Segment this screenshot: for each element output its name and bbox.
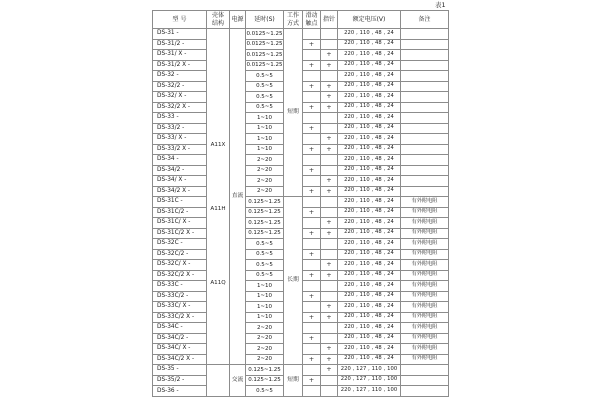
delay-cell: 2~20 [246, 155, 284, 166]
voltage-cell: 220 , 110 , 48 , 24 [338, 270, 401, 281]
pointer-cell [321, 375, 338, 386]
model-cell: DS-31C/2 - [153, 207, 207, 218]
model-cell: DS-34C/2 X - [153, 354, 207, 365]
voltage-cell: 220 , 110 , 48 , 24 [338, 92, 401, 103]
voltage-cell: 220 , 110 , 48 , 24 [338, 239, 401, 250]
model-cell: DS-32/ X - [153, 92, 207, 103]
header-remark [401, 11, 449, 29]
pointer-cell [321, 291, 338, 302]
pointer-cell: + [321, 92, 338, 103]
table-row [153, 365, 449, 376]
model-cell: DS-33C/ X - [153, 302, 207, 313]
delay-cell: 0.125~1.25 [246, 365, 284, 376]
slide-contact-cell: + [303, 333, 321, 344]
voltage-cell: 220 , 127 , 110 , 100 [338, 386, 401, 397]
voltage-cell: 220 , 110 , 48 , 24 [338, 144, 401, 155]
pointer-cell: + [321, 354, 338, 365]
voltage-cell: 220 , 110 , 48 , 24 [338, 113, 401, 124]
header-case-line: 结构 [211, 19, 224, 27]
remark-cell [401, 39, 449, 50]
model-cell: DS-32C/2 X - [153, 270, 207, 281]
delay-cell: 2~20 [246, 323, 284, 334]
pointer-cell [321, 29, 338, 40]
pointer-cell: + [321, 218, 338, 229]
remark-cell [401, 123, 449, 134]
model-cell: DS-32C/ X - [153, 260, 207, 271]
remark-cell: 有外附电阻 [401, 207, 449, 218]
slide-contact-cell: + [303, 312, 321, 323]
remark-cell: 有外附电阻 [401, 218, 449, 229]
header-case-line: 壳体 [211, 12, 224, 20]
pointer-cell [321, 239, 338, 250]
delay-cell: 0.125~1.25 [246, 197, 284, 208]
slide-contact-cell: + [303, 123, 321, 134]
remark-cell [401, 102, 449, 113]
header-delay-line: 延时(S) [254, 15, 275, 23]
voltage-cell: 220 , 110 , 48 , 24 [338, 249, 401, 260]
pointer-cell [321, 386, 338, 397]
delay-cell: 0.5~5 [246, 386, 284, 397]
pointer-cell [321, 249, 338, 260]
delay-cell: 0.5~5 [246, 81, 284, 92]
work-mode-cell: 长期 [284, 197, 303, 365]
delay-cell: 1~10 [246, 281, 284, 292]
remark-cell: 有外附电阻 [401, 228, 449, 239]
remark-cell [401, 50, 449, 61]
remark-cell: 有外附电阻 [401, 281, 449, 292]
voltage-cell: 220 , 110 , 48 , 24 [338, 81, 401, 92]
slide-contact-cell [303, 365, 321, 376]
remark-cell: 有外附电阻 [401, 239, 449, 250]
slide-contact-cell [303, 344, 321, 355]
model-cell: DS-33C/2 - [153, 291, 207, 302]
pointer-cell: + [321, 144, 338, 155]
voltage-cell: 220 , 110 , 48 , 24 [338, 155, 401, 166]
pointer-cell: + [321, 228, 338, 239]
remark-cell [401, 375, 449, 386]
delay-cell: 1~10 [246, 302, 284, 313]
pointer-cell [321, 113, 338, 124]
model-cell: DS-34/ X - [153, 176, 207, 187]
remark-cell [401, 81, 449, 92]
model-cell: DS-31C/2 X - [153, 228, 207, 239]
voltage-cell: 220 , 110 , 48 , 24 [338, 344, 401, 355]
model-cell: DS-32C/2 - [153, 249, 207, 260]
voltage-cell: 220 , 110 , 48 , 24 [338, 207, 401, 218]
header-voltage [338, 11, 401, 29]
model-cell: DS-34/2 - [153, 165, 207, 176]
delay-cell: 1~10 [246, 123, 284, 134]
header-row [153, 11, 449, 29]
delay-cell: 0.5~5 [246, 270, 284, 281]
slide-contact-cell: + [303, 207, 321, 218]
slide-contact-cell [303, 218, 321, 229]
slide-contact-cell [303, 50, 321, 61]
spec-table-header [153, 11, 449, 29]
slide-contact-cell [303, 176, 321, 187]
delay-cell: 2~20 [246, 354, 284, 365]
header-model [153, 11, 207, 29]
delay-cell: 1~10 [246, 291, 284, 302]
remark-cell [401, 60, 449, 71]
remark-cell: 有外附电阻 [401, 312, 449, 323]
remark-cell [401, 71, 449, 82]
model-cell: DS-32/2 - [153, 81, 207, 92]
slide-contact-cell [303, 113, 321, 124]
voltage-cell: 220 , 110 , 48 , 24 [338, 291, 401, 302]
pointer-cell: + [321, 312, 338, 323]
slide-contact-cell: + [303, 249, 321, 260]
pointer-cell: + [321, 134, 338, 145]
delay-cell: 0.0125~1.25 [246, 50, 284, 61]
header-remark-line: 备注 [418, 15, 431, 23]
voltage-cell: 220 , 110 , 48 , 24 [338, 218, 401, 229]
model-cell: DS-36 - [153, 386, 207, 397]
remark-cell [401, 165, 449, 176]
pointer-cell: + [321, 270, 338, 281]
voltage-cell: 220 , 110 , 48 , 24 [338, 29, 401, 40]
slide-contact-cell [303, 155, 321, 166]
header-slide [303, 11, 321, 29]
pointer-cell [321, 197, 338, 208]
slide-contact-cell: + [303, 291, 321, 302]
table-row [153, 197, 449, 208]
model-cell: DS-34 - [153, 155, 207, 166]
delay-cell: 2~20 [246, 344, 284, 355]
header-pointer-line: 指针 [322, 15, 335, 23]
remark-cell [401, 144, 449, 155]
remark-cell: 有外附电阻 [401, 323, 449, 334]
voltage-cell: 220 , 127 , 110 , 100 [338, 365, 401, 376]
pointer-cell [321, 123, 338, 134]
slide-contact-cell: + [303, 270, 321, 281]
slide-contact-cell [303, 134, 321, 145]
header-case [207, 11, 230, 29]
model-cell: DS-33 - [153, 113, 207, 124]
voltage-cell: 220 , 110 , 48 , 24 [338, 312, 401, 323]
pointer-cell: + [321, 81, 338, 92]
voltage-cell: 220 , 110 , 48 , 24 [338, 176, 401, 187]
delay-cell: 0.5~5 [246, 71, 284, 82]
model-cell: DS-31C/ X - [153, 218, 207, 229]
model-cell: DS-31C - [153, 197, 207, 208]
slide-contact-cell: + [303, 144, 321, 155]
remark-cell [401, 186, 449, 197]
voltage-cell: 220 , 110 , 48 , 24 [338, 228, 401, 239]
remark-cell [401, 386, 449, 397]
power-cell: 直流 [230, 29, 246, 365]
remark-cell [401, 365, 449, 376]
pointer-cell [321, 71, 338, 82]
remark-cell [401, 155, 449, 166]
pointer-cell: + [321, 344, 338, 355]
delay-cell: 0.125~1.25 [246, 375, 284, 386]
work-mode-cell: 短期 [284, 365, 303, 397]
delay-cell: 0.5~5 [246, 239, 284, 250]
remark-cell [401, 176, 449, 187]
case-structure-cell [207, 29, 230, 365]
model-cell: DS-31 - [153, 29, 207, 40]
delay-cell: 0.125~1.25 [246, 207, 284, 218]
header-voltage-line: 额定电压(V) [352, 15, 386, 23]
pointer-cell [321, 165, 338, 176]
delay-cell: 2~20 [246, 186, 284, 197]
voltage-cell: 220 , 127 , 110 , 100 [338, 375, 401, 386]
slide-contact-cell [303, 386, 321, 397]
voltage-cell: 220 , 110 , 48 , 24 [338, 165, 401, 176]
remark-cell: 有外附电阻 [401, 354, 449, 365]
voltage-cell: 220 , 110 , 48 , 24 [338, 39, 401, 50]
voltage-cell: 220 , 110 , 48 , 24 [338, 123, 401, 134]
slide-contact-cell [303, 92, 321, 103]
voltage-cell: 220 , 110 , 48 , 24 [338, 71, 401, 82]
remark-cell: 有外附电阻 [401, 333, 449, 344]
model-cell: DS-33/ X - [153, 134, 207, 145]
model-cell: DS-31/ X - [153, 50, 207, 61]
header-pointer [321, 11, 338, 29]
slide-contact-cell: + [303, 165, 321, 176]
model-cell: DS-33/2 - [153, 123, 207, 134]
header-mode [284, 11, 303, 29]
voltage-cell: 220 , 110 , 48 , 24 [338, 354, 401, 365]
delay-cell: 2~20 [246, 176, 284, 187]
power-cell: 交流 [230, 365, 246, 397]
header-mode-line: 方式 [286, 19, 299, 27]
slide-contact-cell [303, 29, 321, 40]
voltage-cell: 220 , 110 , 48 , 24 [338, 323, 401, 334]
pointer-cell [321, 333, 338, 344]
slide-contact-cell: + [303, 102, 321, 113]
model-cell: DS-32/2 X - [153, 102, 207, 113]
voltage-cell: 220 , 110 , 48 , 24 [338, 50, 401, 61]
remark-cell [401, 29, 449, 40]
delay-cell: 0.0125~1.25 [246, 29, 284, 40]
case-structure-label: A11Q [210, 279, 226, 286]
header-model-line: 型 号 [172, 15, 187, 23]
voltage-cell: 220 , 110 , 48 , 24 [338, 281, 401, 292]
pointer-cell [321, 155, 338, 166]
remark-cell: 有外附电阻 [401, 270, 449, 281]
voltage-cell: 220 , 110 , 48 , 24 [338, 134, 401, 145]
table-number: 表1 [435, 1, 446, 9]
pointer-cell [321, 39, 338, 50]
pointer-cell: + [321, 302, 338, 313]
remark-cell: 有外附电阻 [401, 197, 449, 208]
pointer-cell: + [321, 50, 338, 61]
model-cell: DS-33C/2 X - [153, 312, 207, 323]
slide-contact-cell [303, 302, 321, 313]
remark-cell [401, 113, 449, 124]
spec-table-body [153, 29, 449, 397]
slide-contact-cell: + [303, 39, 321, 50]
model-cell: DS-31/2 - [153, 39, 207, 50]
work-mode-cell: 短期 [284, 29, 303, 197]
delay-cell: 0.5~5 [246, 249, 284, 260]
model-cell: DS-31/2 X - [153, 60, 207, 71]
pointer-cell: + [321, 60, 338, 71]
pointer-cell: + [321, 186, 338, 197]
voltage-cell: 220 , 110 , 48 , 24 [338, 60, 401, 71]
delay-cell: 0.0125~1.25 [246, 60, 284, 71]
pointer-cell [321, 207, 338, 218]
slide-contact-cell [303, 281, 321, 292]
header-mode-line: 工作 [286, 12, 299, 20]
delay-cell: 1~10 [246, 113, 284, 124]
delay-cell: 0.5~5 [246, 92, 284, 103]
model-cell: DS-35 - [153, 365, 207, 376]
slide-contact-cell [303, 239, 321, 250]
case-structure-label: A11H [210, 206, 226, 213]
slide-contact-cell: + [303, 354, 321, 365]
remark-cell: 有外附电阻 [401, 302, 449, 313]
model-cell: DS-33/2 X - [153, 144, 207, 155]
slide-contact-cell [303, 197, 321, 208]
header-slide-line: 滑动 [305, 12, 318, 20]
delay-cell: 2~20 [246, 165, 284, 176]
remark-cell: 有外附电阻 [401, 291, 449, 302]
pointer-cell [321, 323, 338, 334]
model-cell: DS-32C - [153, 239, 207, 250]
pointer-cell: + [321, 176, 338, 187]
model-cell: DS-33C - [153, 281, 207, 292]
pointer-cell: + [321, 260, 338, 271]
voltage-cell: 220 , 110 , 48 , 24 [338, 102, 401, 113]
delay-cell: 1~10 [246, 144, 284, 155]
slide-contact-cell [303, 71, 321, 82]
slide-contact-cell: + [303, 60, 321, 71]
slide-contact-cell [303, 260, 321, 271]
delay-cell: 0.125~1.25 [246, 228, 284, 239]
case-structure-label: A11X [210, 142, 226, 149]
model-cell: DS-34C - [153, 323, 207, 334]
header-slide-line: 触点 [305, 19, 318, 27]
slide-contact-cell: + [303, 228, 321, 239]
delay-cell: 0.5~5 [246, 260, 284, 271]
delay-cell: 2~20 [246, 333, 284, 344]
voltage-cell: 220 , 110 , 48 , 24 [338, 260, 401, 271]
voltage-cell: 220 , 110 , 48 , 24 [338, 197, 401, 208]
voltage-cell: 220 , 110 , 48 , 24 [338, 186, 401, 197]
slide-contact-cell: + [303, 186, 321, 197]
slide-contact-cell: + [303, 375, 321, 386]
voltage-cell: 220 , 110 , 48 , 24 [338, 302, 401, 313]
pointer-cell: + [321, 365, 338, 376]
pointer-cell: + [321, 102, 338, 113]
remark-cell: 有外附电阻 [401, 249, 449, 260]
model-cell: DS-34C/ X - [153, 344, 207, 355]
voltage-cell: 220 , 110 , 48 , 24 [338, 333, 401, 344]
model-cell: DS-35/2 - [153, 375, 207, 386]
model-cell: DS-32 - [153, 71, 207, 82]
delay-cell: 0.5~5 [246, 102, 284, 113]
header-delay [246, 11, 284, 29]
remark-cell [401, 134, 449, 145]
slide-contact-cell: + [303, 81, 321, 92]
delay-cell: 0.0125~1.25 [246, 39, 284, 50]
header-power-line: 电源 [231, 15, 244, 23]
delay-cell: 1~10 [246, 312, 284, 323]
pointer-cell [321, 281, 338, 292]
spec-table [152, 10, 449, 397]
model-cell: DS-34/2 X - [153, 186, 207, 197]
delay-cell: 0.125~1.25 [246, 218, 284, 229]
model-cell: DS-34C/2 - [153, 333, 207, 344]
remark-cell: 有外附电阻 [401, 344, 449, 355]
remark-cell: 有外附电阻 [401, 260, 449, 271]
delay-cell: 1~10 [246, 134, 284, 145]
table-row [153, 29, 449, 40]
header-power [230, 11, 246, 29]
slide-contact-cell [303, 323, 321, 334]
case-structure-cell [207, 365, 230, 397]
remark-cell [401, 92, 449, 103]
